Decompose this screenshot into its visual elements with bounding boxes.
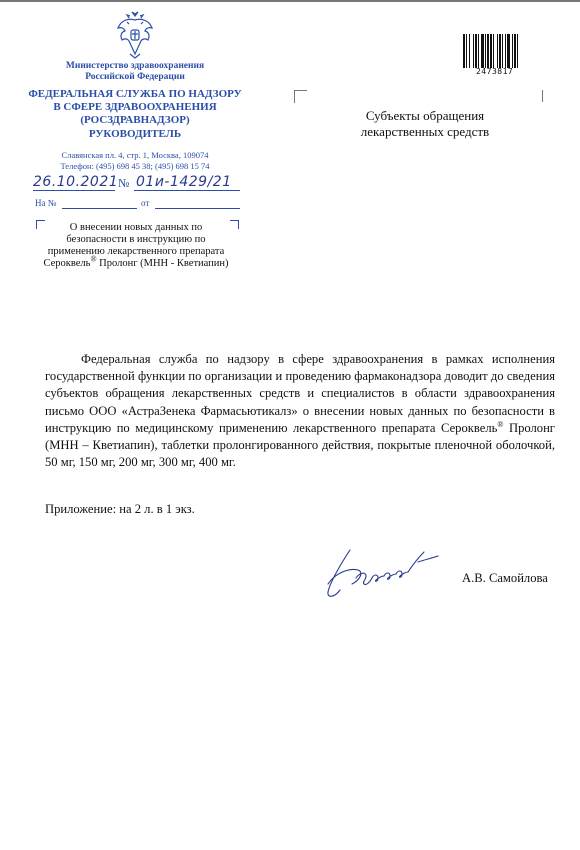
reference-date-underline <box>155 208 240 209</box>
service-line-2: В СФЕРЕ ЗДРАВООХРАНЕНИЯ <box>53 101 217 113</box>
registered-mark: ® <box>90 254 97 264</box>
letter-body <box>45 351 555 471</box>
barcode-icon <box>462 34 538 68</box>
recipient-block <box>330 108 520 140</box>
signature-icon <box>320 532 460 602</box>
recipient-corner-left <box>294 90 307 103</box>
ministry-name <box>40 61 230 83</box>
body-registered-mark: ® <box>497 419 504 429</box>
reference-number-underline <box>62 208 137 209</box>
head-title: РУКОВОДИТЕЛЬ <box>88 128 182 140</box>
registration-number: 01и-1429/21 <box>136 174 232 190</box>
subject-line-2: безопасности в инструкцию по <box>66 234 206 245</box>
recipient-corner-right <box>534 90 543 102</box>
ministry-line-1: Министерство здравоохранения <box>65 61 205 71</box>
service-line-3: (РОСЗДРАВНАДЗОР) <box>80 114 190 126</box>
service-line-1: ФЕДЕРАЛЬНАЯ СЛУЖБА ПО НАДЗОРУ <box>28 88 242 100</box>
subject-line-1: О внесении новых данных по <box>69 222 203 233</box>
recipient-line-2: лекарственных средств <box>360 124 490 139</box>
address-block <box>20 150 250 171</box>
recipient-line-1: Субъекты обращения <box>365 108 485 123</box>
drug-name: Сероквель <box>43 258 91 269</box>
registration-date: 26.10.2021 <box>33 174 119 190</box>
barcode-number: 2473817 <box>476 67 514 76</box>
subject-line-4 <box>36 254 236 270</box>
reference-from-label: от <box>141 198 150 208</box>
subject-line-3: применению лекарственного препарата <box>47 246 225 257</box>
ministry-line-2: Российской Федерации <box>85 72 185 82</box>
appendix-note: Приложение: на 2 л. в 1 экз. <box>45 502 195 516</box>
reference-prefix: На № <box>35 198 57 208</box>
coat-of-arms-icon <box>115 10 155 60</box>
address-line-1: Славянская пл. 4, стр. 1, Москва, 109074 <box>61 150 209 160</box>
phone-line: Телефон: (495) 698 45 38; (495) 698 15 74 <box>60 160 210 171</box>
number-sign: № <box>118 176 130 190</box>
body-text-part-1: Федеральная служба по надзору в сфере здравоохранения в рамках исполнения государственной функции по организации и проведению фармаконадзора доводит до сведения субъектов обращения лекарственных средств и специалистов в области здравоохранения письмо ООО «АстраЗенека Фармасьютикалз» о внесении новых данных по безопасности в инструкцию по медицинскому применению лекарственного препарата Сероквель <box>45 352 555 435</box>
subject-line-4-rest: Пролонг (МНН - Кветиапин) <box>96 258 229 269</box>
body-paragraph <box>45 351 555 471</box>
body-text-part-2: Пролонг (МНН – Кветиапин), таблетки пролонгированного действия, покрытые пленочной оболочкой, 50 мг, 150 мг, 200 мг, 300 мг, 400 мг. <box>45 420 555 470</box>
subject-block <box>36 222 236 270</box>
scan-top-border <box>0 0 580 2</box>
date-underline <box>33 190 115 191</box>
reference-line <box>35 198 56 208</box>
service-name <box>20 88 250 127</box>
signer-name: А.В. Самойлова <box>462 571 548 585</box>
number-underline <box>134 190 240 191</box>
